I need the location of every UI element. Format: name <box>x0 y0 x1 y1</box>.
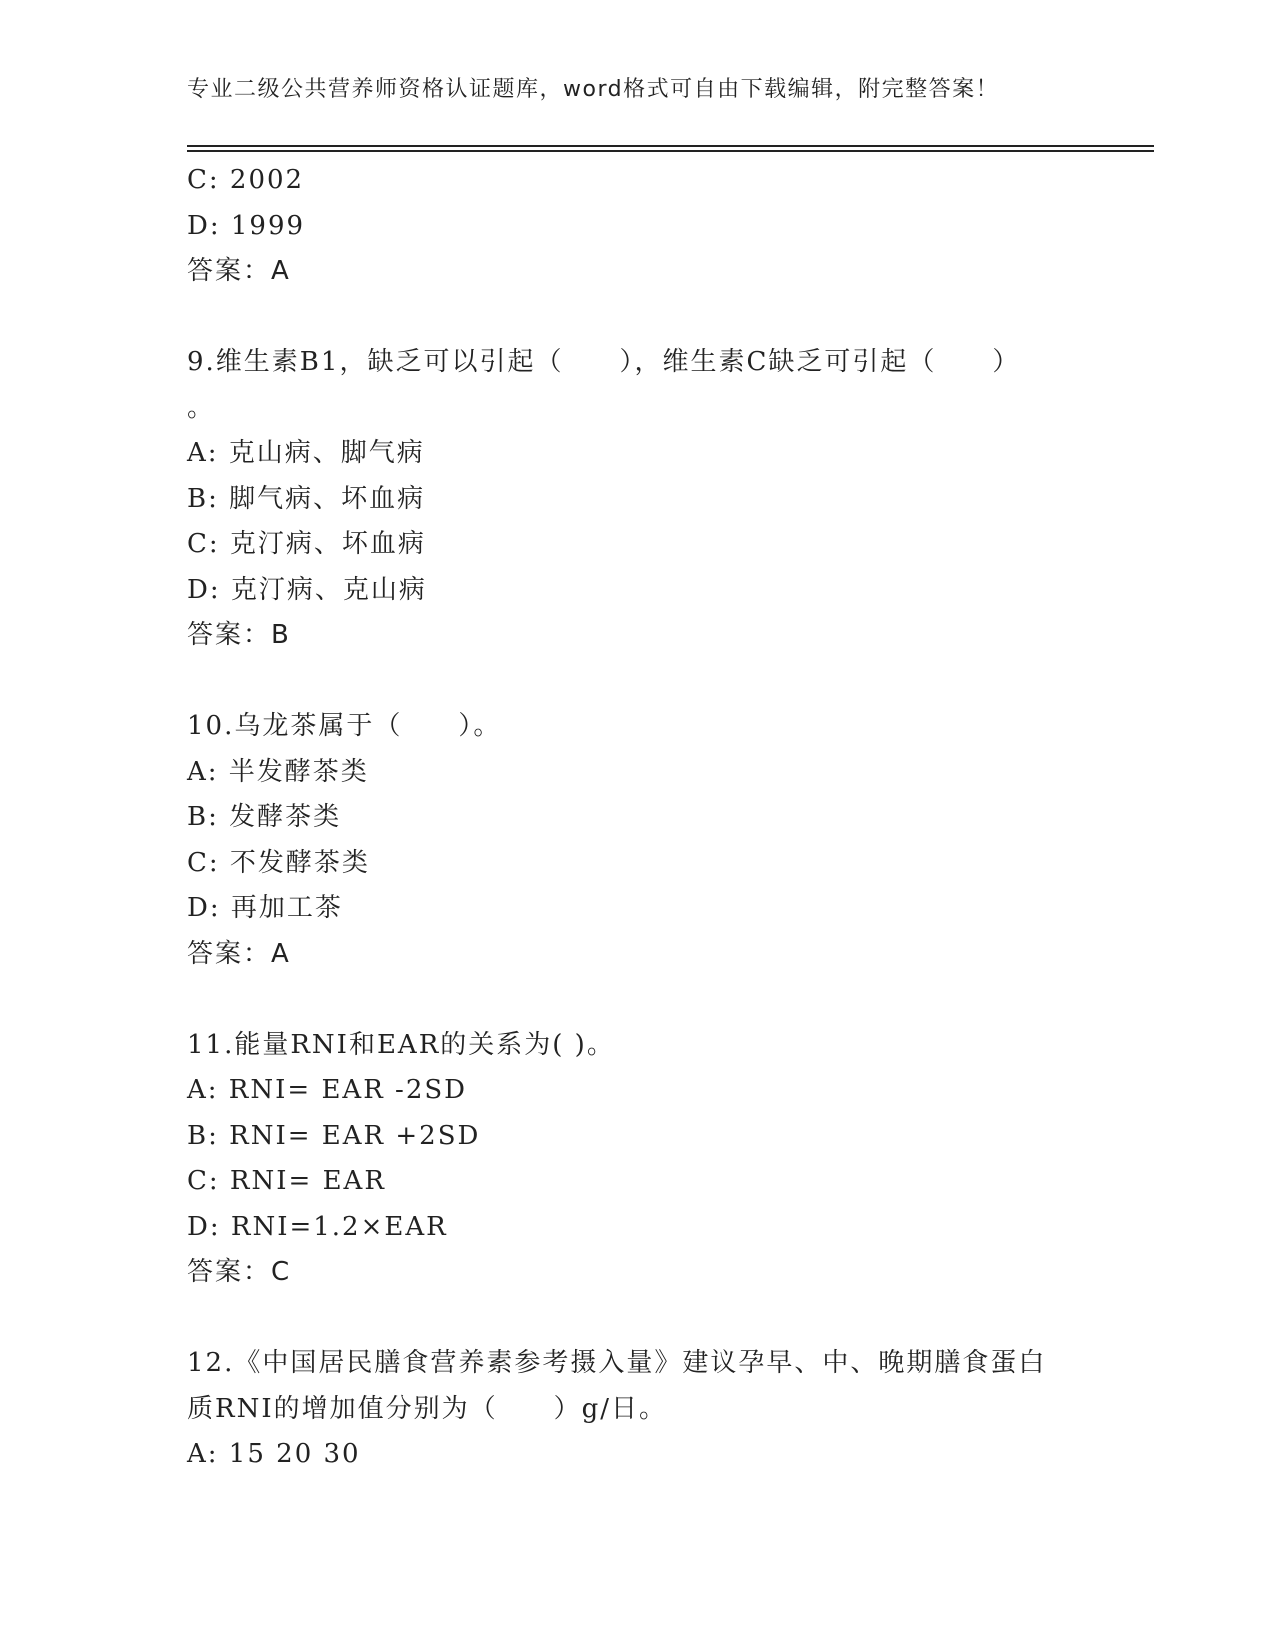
option-d: D: 克汀病、克山病 <box>187 574 427 605</box>
question-content <box>187 158 1087 1478</box>
option-b: B: 发酵茶类 <box>187 802 342 832</box>
option-a: A: RNI= EAR -2SD <box>187 1075 468 1105</box>
option-a: A: 半发酵茶类 <box>187 756 369 787</box>
header-rule-bottom <box>187 150 1154 152</box>
page-header: 专业二级公共营养师资格认证题库，word格式可自由下载编辑，附完整答案！ <box>187 77 1000 102</box>
option-d: D: 再加工茶 <box>187 893 343 923</box>
answer: 答案：A <box>187 938 291 969</box>
question-stem-cont: 质RNI的增加值分别为（ ）g/日。 <box>187 1393 668 1424</box>
option-c: C: 不发酵茶类 <box>187 847 370 878</box>
option-b: B: RNI= EAR +2SD <box>187 1120 481 1151</box>
option-b: B: 脚气病、坏血病 <box>187 483 426 514</box>
option-d: D: RNI=1.2×EAR <box>187 1211 448 1242</box>
question-stem-cont: 。 <box>187 392 216 423</box>
option-a: A: 克山病、脚气病 <box>187 438 425 468</box>
header-rule-top <box>187 145 1154 147</box>
question-stem: 10.乌龙茶属于（ ）。 <box>187 711 502 741</box>
answer: 答案：A <box>187 256 291 286</box>
question-stem: 12.《中国居民膳食营养素参考摄入量》建议孕早、中、晚期膳食蛋白 <box>187 1348 1047 1378</box>
answer: 答案：B <box>187 620 291 650</box>
option-c: C: RNI= EAR <box>187 1166 386 1196</box>
option-a: A: 15 20 30 <box>187 1439 361 1469</box>
answer: 答案：C <box>187 1257 292 1287</box>
option-c: C: 2002 <box>187 165 305 195</box>
option-d: D: 1999 <box>187 210 306 241</box>
option-c: C: 克汀病、坏血病 <box>187 529 426 559</box>
question-stem: 11.能量RNI和EAR的关系为( )。 <box>187 1029 615 1060</box>
question-stem: 9.维生素B1，缺乏可以引起（ ），维生素C缺乏可引起（ ） <box>187 347 1021 377</box>
